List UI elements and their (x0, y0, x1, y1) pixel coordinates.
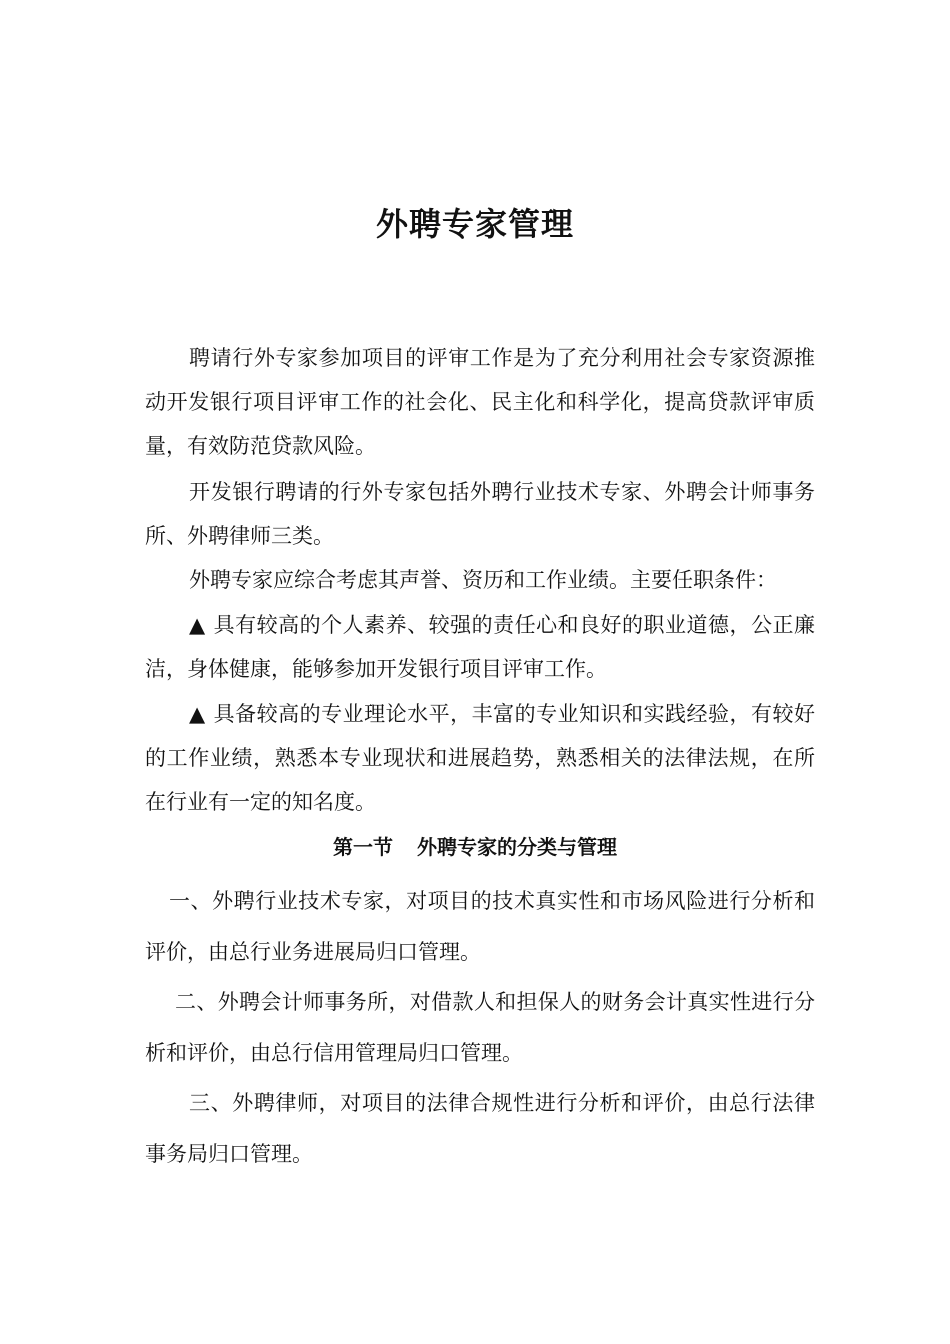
section-heading (0, 825, 950, 869)
classification-item: 一、外聘行业技术专家，对项目的技术真实性和市场风险进行分析和评价，由总行业务进展局归口管理。 (145, 889, 815, 964)
section-number: 第一节 (333, 835, 393, 859)
intro-paragraph: 聘请行外专家参加项目的评审工作是为了充分利用社会专家资源推动开发银行项目评审工作的社会化、民主化和科学化，提高贷款评审质量，有效防范贷款风险。 (145, 346, 815, 458)
requirements-intro-paragraph: 外聘专家应综合考虑其声誉、资历和工作业绩。主要任职条件： (189, 568, 777, 592)
classification-item: 二、外聘会计师事务所，对借款人和担保人的财务会计真实性进行分析和评价，由总行信用管理局归口管理。 (145, 990, 815, 1065)
triangle-bullet-icon: ▲ (189, 613, 206, 637)
condition-text: 具备较高的专业理论水平，丰富的专业知识和实践经验，有较好的工作业绩，熟悉本专业现状和进展趋势，熟悉相关的法律法规，在所在行业有一定的知名度。 (145, 702, 815, 814)
page-title: 外聘专家管理 (375, 205, 574, 243)
classification-item: 三、外聘律师，对项目的法律合规性进行分析和评价，由总行法律事务局归口管理。 (145, 1091, 815, 1166)
condition-item (145, 603, 815, 691)
condition-item (145, 692, 815, 824)
expert-types-paragraph: 开发银行聘请的行外专家包括外聘行业技术专家、外聘会计师事务所、外聘律师三类。 (145, 480, 815, 548)
triangle-bullet-icon: ▲ (189, 702, 206, 726)
condition-text: 具有较高的个人素养、较强的责任心和良好的职业道德，公正廉洁，身体健康，能够参加开发银行项目评审工作。 (145, 613, 815, 681)
section-title: 外聘专家的分类与管理 (417, 835, 617, 859)
